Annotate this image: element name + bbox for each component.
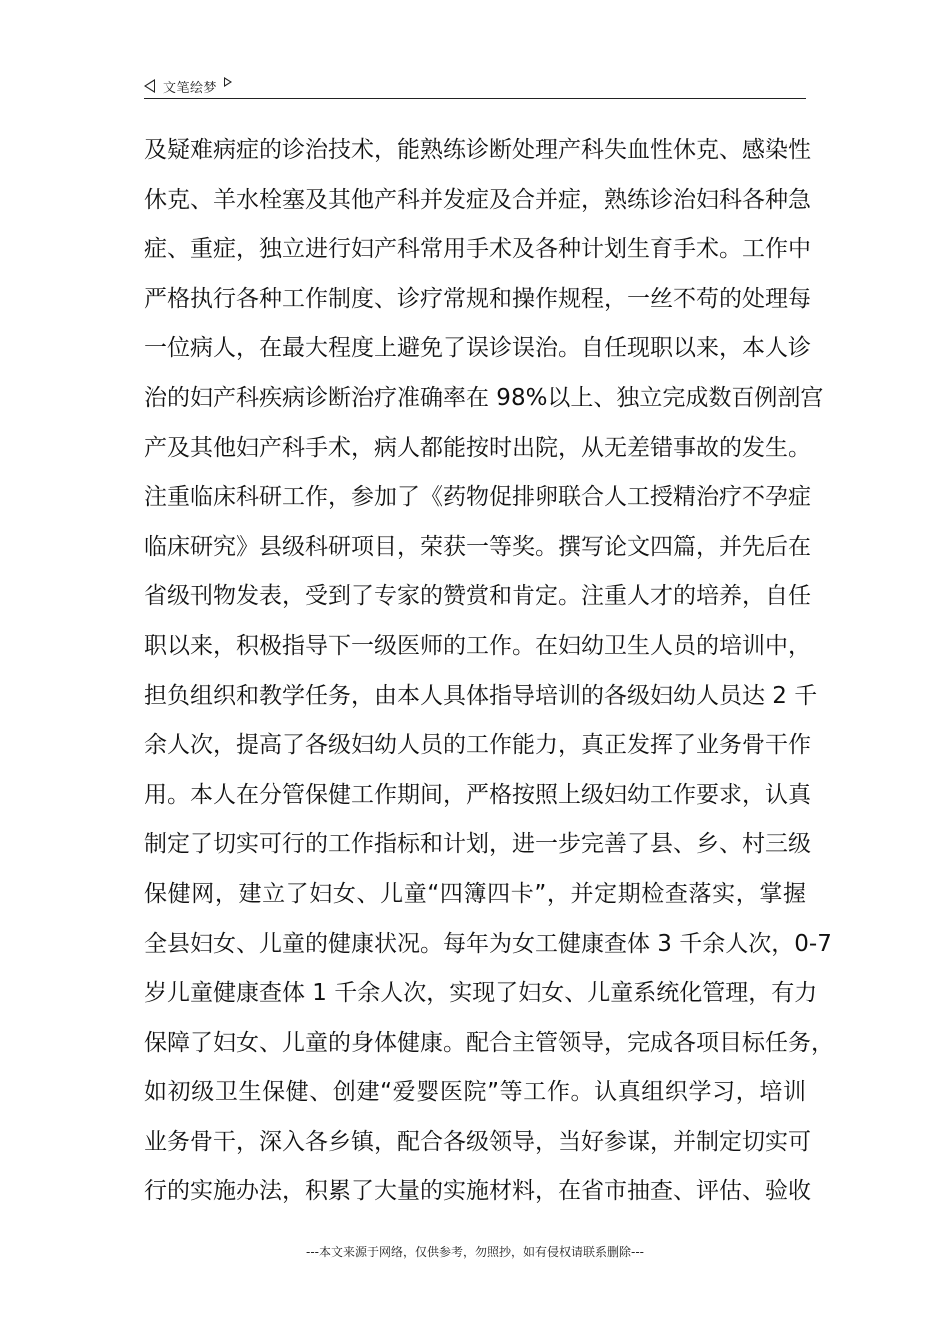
body-line: 症、重症，独立进行妇产科常用手术及各种计划生育手术。工作中 <box>144 236 811 263</box>
body-line: 用。本人在分管保健工作期间，严格按照上级妇幼工作要求，认真 <box>144 781 811 808</box>
body-line: 业务骨干，深入各乡镇，配合各级领导，当好参谋，并制定切实可 <box>144 1128 811 1155</box>
body-line: 注重临床科研工作，参加了《药物促排卵联合人工授精治疗不孕症 <box>144 484 811 511</box>
body-line: 临床研究》县级科研项目，荣获一等奖。撰写论文四篇，并先后在 <box>144 533 811 560</box>
body-line: 治的妇产科疾病诊断治疗准确率在 98%以上、独立完成数百例剖宫 <box>144 384 824 411</box>
body-line: 制定了切实可行的工作指标和计划，进一步完善了县、乡、村三级 <box>144 831 811 858</box>
body-line: 严格执行各种工作制度、诊疗常规和操作规程，一丝不苟的处理每 <box>144 285 811 312</box>
body-line: 一位病人，在最大程度上避免了误诊误治。自任现职以来，本人诊 <box>144 335 811 362</box>
header-title: 文笔绘梦 <box>163 80 218 96</box>
left-triangle-icon <box>144 79 155 93</box>
page-header <box>144 74 806 98</box>
body-line: 休克、羊水栓塞及其他产科并发症及合并症，熟练诊治妇科各种急 <box>144 186 811 213</box>
body-line: 保健网，建立了妇女、儿童“四簿四卡”，并定期检查落实，掌握 <box>144 880 806 907</box>
right-triangle-icon <box>224 77 232 87</box>
body-line: 职以来，积极指导下一级医师的工作。在妇幼卫生人员的培训中， <box>144 632 811 659</box>
body-line: 行的实施办法，积累了大量的实施材料，在省市抽查、评估、验收 <box>144 1178 811 1205</box>
header-divider <box>144 98 806 99</box>
body-line: 保障了妇女、儿童的身体健康。配合主管领导，完成各项目标任务， <box>144 1029 834 1056</box>
body-line: 岁儿童健康查体 1 千余人次，实现了妇女、儿童系统化管理，有力 <box>144 980 818 1007</box>
body-line: 及疑难病症的诊治技术，能熟练诊断处理产科失血性休克、感染性 <box>144 137 811 163</box>
body-line: 余人次，提高了各级妇幼人员的工作能力，真正发挥了业务骨干作 <box>144 732 811 759</box>
body-line: 担负组织和教学任务，由本人具体指导培训的各级妇幼人员达 2 千 <box>144 682 818 709</box>
body-line: 如初级卫生保健、创建“爱婴医院”等工作。认真组织学习，培训 <box>144 1079 806 1106</box>
document-body <box>144 126 834 1217</box>
body-line: 全县妇女、儿童的健康状况。每年为女工健康查体 3 千余人次，0-7 <box>144 930 832 957</box>
page-footer: ---本文来源于网络，仅供参考，勿照抄，如有侵权请联系删除--- <box>306 1245 644 1259</box>
body-line: 省级刊物发表，受到了专家的赞赏和肯定。注重人才的培养，自任 <box>144 583 811 610</box>
body-line: 产及其他妇产科手术，病人都能按时出院，从无差错事故的发生。 <box>144 434 811 461</box>
